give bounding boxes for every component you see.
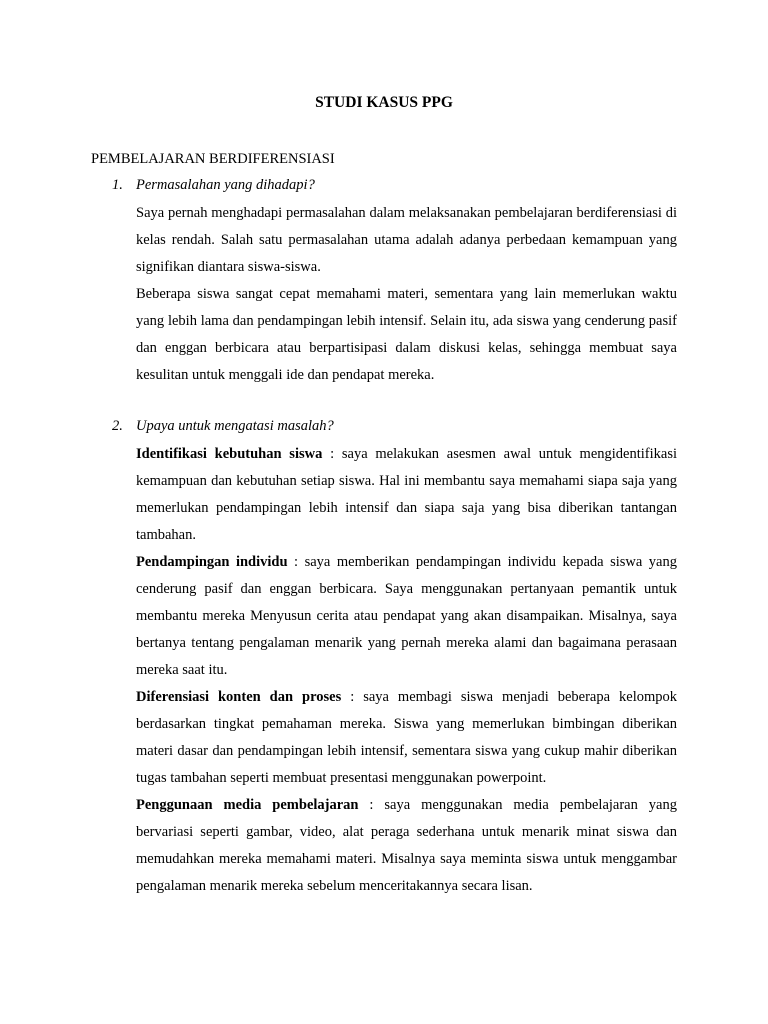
strategy-text: : saya melakukan asesmen awal untuk mengidentifikasi kemampuan dan kebutuhan setiap siswa. Hal ini membantu saya memahami siapa saja yang memerlukan pendampingan lebih intensif dan siapa saja yang bisa diberikan tantangan tambahan. (136, 446, 678, 543)
paragraph: Beberapa siswa sangat cepat memahami materi, sementara yang lain memerlukan waktu yang lebih lama dan pendampingan lebih intensif. Selain itu, ada siswa yang cenderung pasif dan enggan berbicara atau berpartisipasi dalam diskusi kelas, sehingga membuat saya kesulitan untuk menggali ide dan pendapat mereka. (136, 286, 677, 383)
section-heading: PEMBELAJARAN BERDIFERENSIASI (91, 151, 335, 167)
paragraph: Saya pernah menghadapi permasalahan dalam melaksanakan pembelajaran berdiferensiasi di kelas rendah. Salah satu permasalahan utama adalah adanya perbedaan kemampuan yang signifikan diantara siswa-siswa. (136, 205, 677, 275)
strategy-text: : saya membagi siswa menjadi beberapa kelompok berdasarkan tingkat pemahaman mereka. Siswa yang memerlukan bimbingan diberikan materi dasar dan pendampingan lebih intensif, sementara siswa yang cukup mahir diberikan tugas tambahan seperti membuat presentasi menggunakan powerpoint. (136, 689, 677, 786)
strategy-text: : saya menggunakan media pembelajaran yang bervariasi seperti gambar, video, alat peraga sederhana untuk menarik minat siswa dan memudahkan mereka memahami materi. Misalnya saya meminta siswa untuk menggambar pengalaman menarik mereka sebelum menceritakannya secara lisan. (136, 797, 677, 894)
item-question: Permasalahan yang dihadapi? (136, 177, 315, 193)
strategy-paragraph (136, 549, 677, 684)
strategy-paragraph (136, 441, 677, 549)
strategy-text: : saya memberikan pendampingan individu kepada siswa yang cenderung pasif dan enggan berbicara. Saya menggunakan pertanyaan pemantik untuk membantu mereka Menyusun cerita atau pendapat yang akan disampaikan. Misalnya, saya bertanya tentang pengalaman menarik yang pernah mereka alami dan bagaimana perasaan mereka saat itu. (136, 554, 677, 678)
item-question: Upaya untuk mengatasi masalah? (136, 418, 334, 434)
strategy-label: Pendampingan individu (136, 554, 288, 570)
item-number: 2. (112, 418, 123, 434)
document-title: STUDI KASUS PPG (315, 94, 453, 111)
item-number: 1. (112, 177, 123, 193)
strategy-paragraph (136, 792, 677, 900)
item-body (136, 441, 677, 900)
strategy-label: Diferensiasi konten dan proses (136, 689, 342, 705)
strategy-label: Penggunaan media pembelajaran (136, 797, 359, 813)
strategy-paragraph (136, 684, 677, 792)
strategy-label: Identifikasi kebutuhan siswa (136, 446, 323, 462)
item-body (136, 200, 677, 389)
